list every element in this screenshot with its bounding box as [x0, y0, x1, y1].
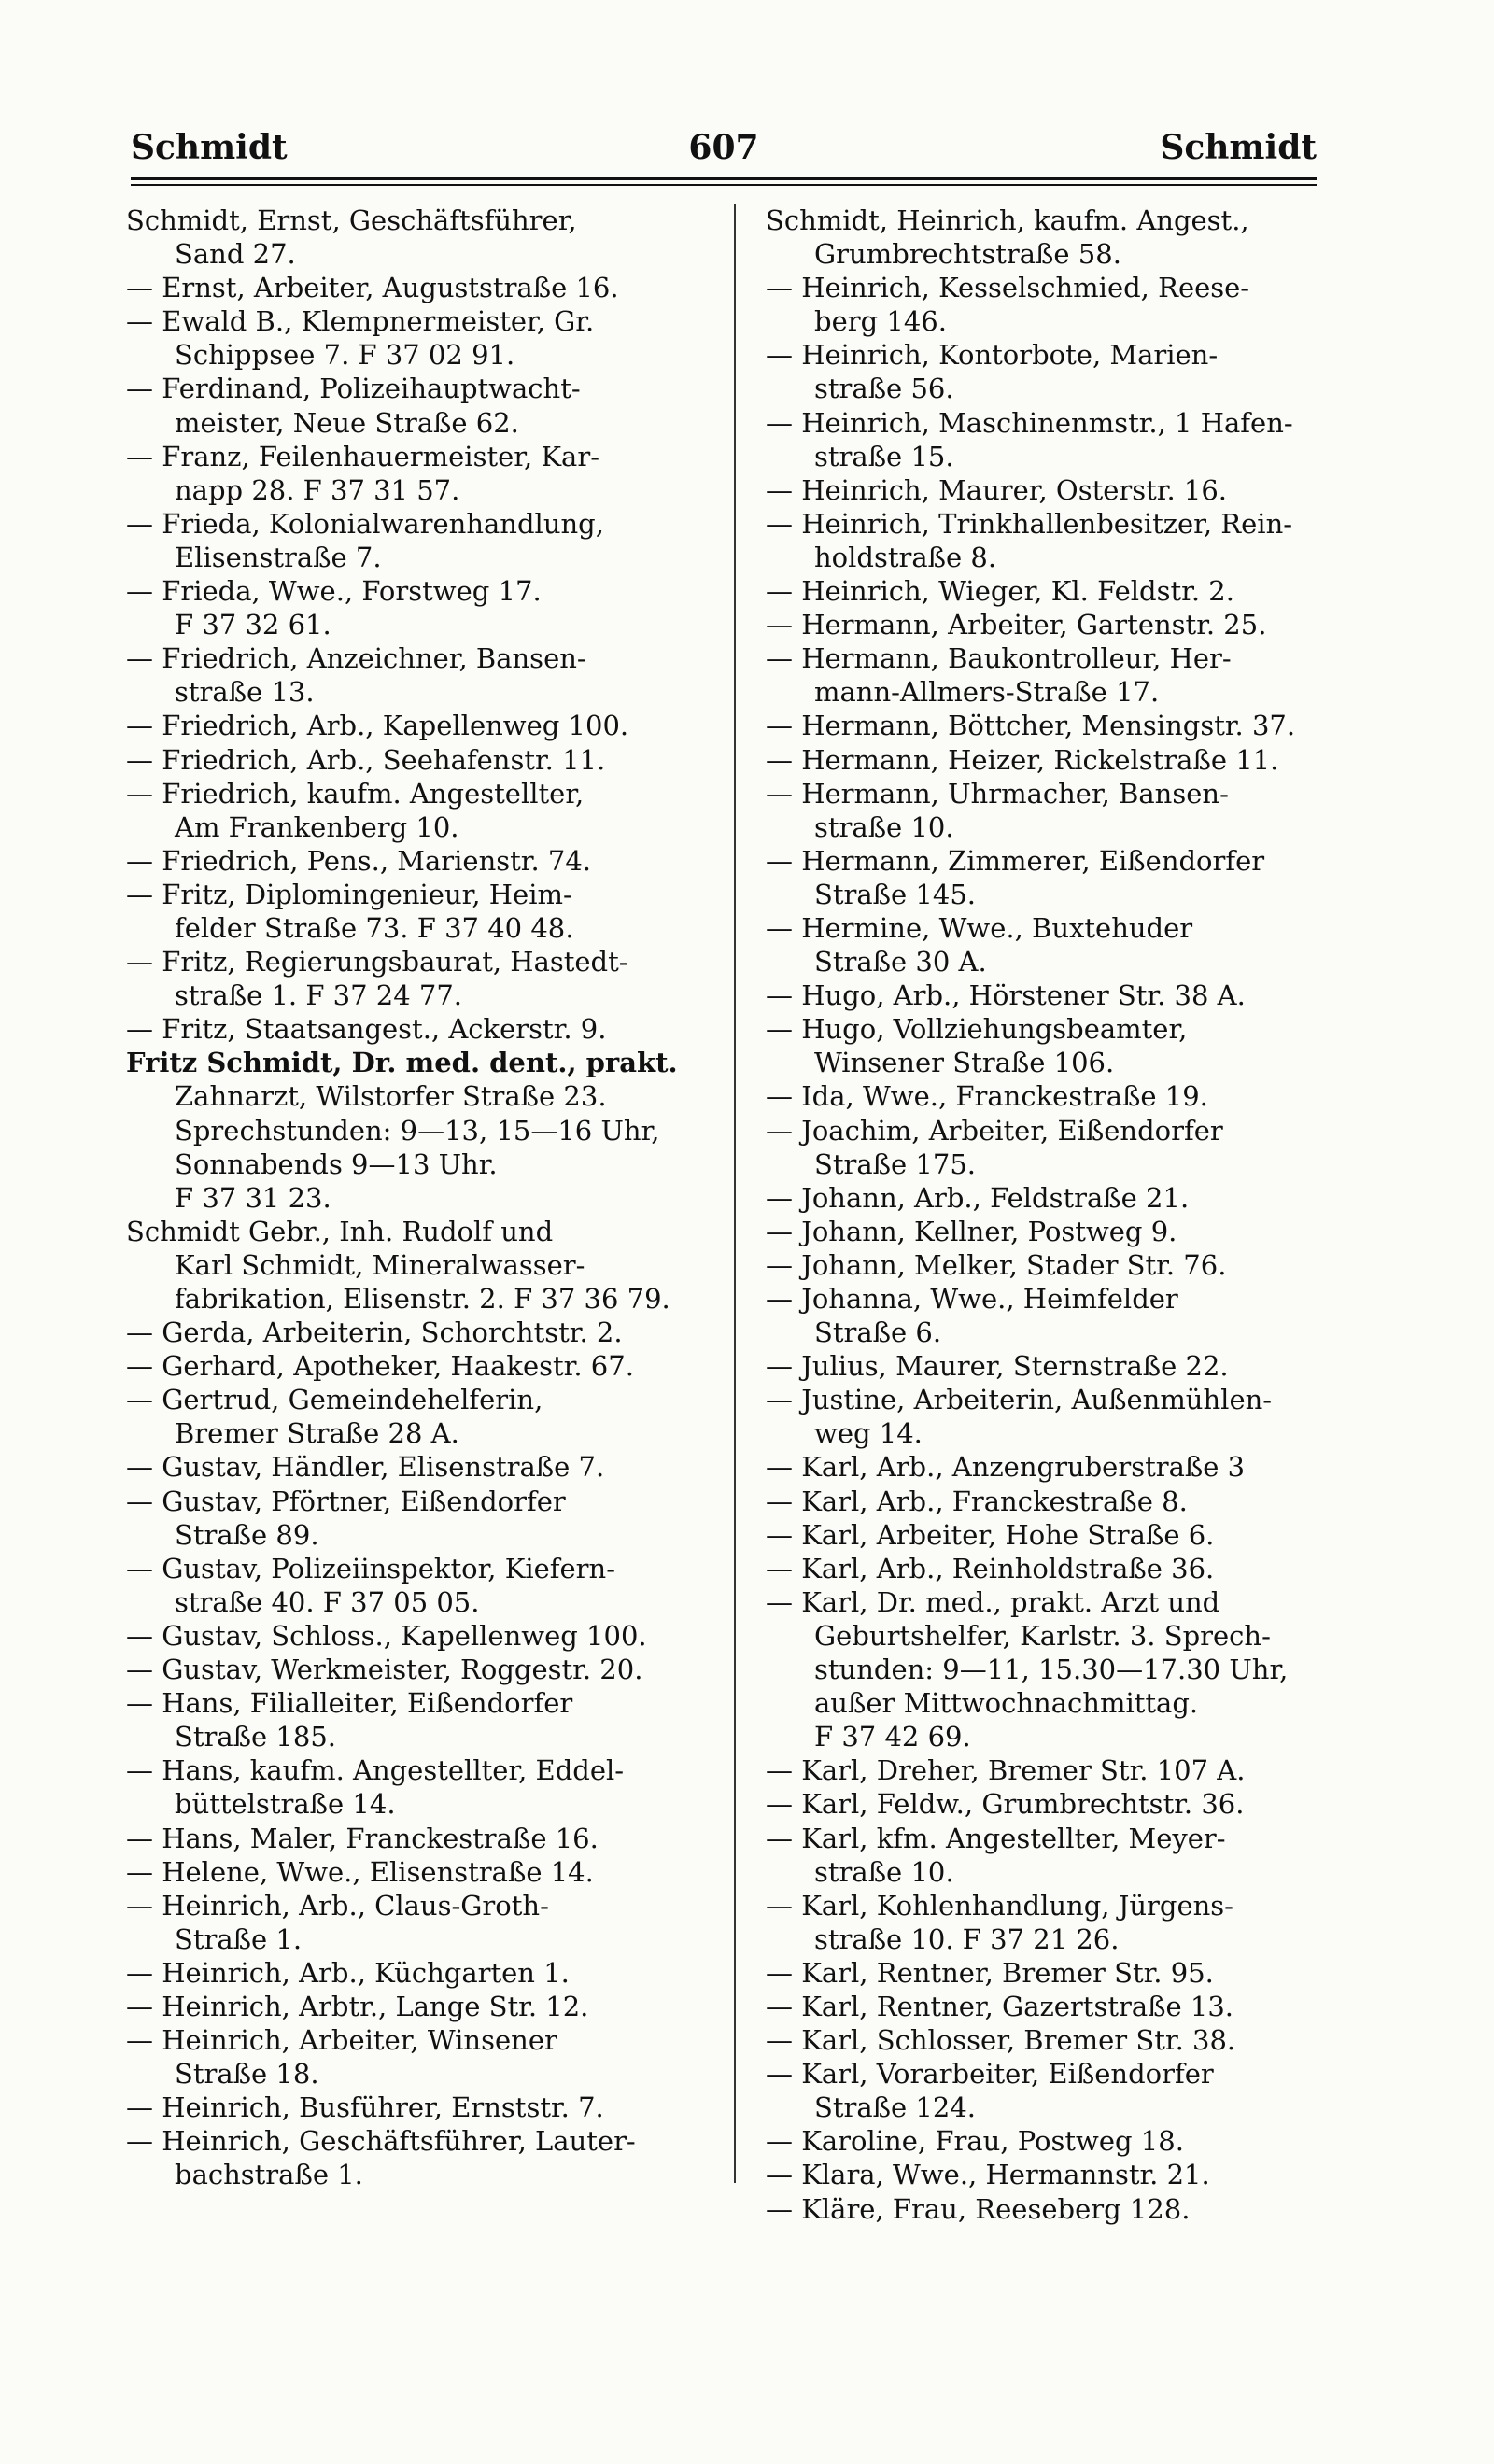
directory-line: — Karl, Arb., Anzengruberstraße 3	[766, 1451, 1246, 1484]
directory-line: — Heinrich, Busführer, Ernststr. 7.	[126, 2091, 604, 2124]
directory-line: Straße 18.	[175, 2058, 319, 2091]
directory-line: Schippsee 7. F 37 02 91.	[175, 339, 515, 372]
directory-line: straße 1. F 37 24 77.	[175, 979, 463, 1012]
directory-line: Sprechstunden: 9—13, 15—16 Uhr,	[175, 1114, 660, 1147]
directory-line: holdstraße 8.	[814, 541, 997, 573]
directory-line: Schmidt Gebr., Inh. Rudolf und	[126, 1215, 554, 1247]
directory-line: — Joachim, Arbeiter, Eißendorfer	[766, 1114, 1223, 1147]
directory-line: — Ewald B., Klempnermeister, Gr.	[126, 305, 595, 338]
directory-line: straße 15.	[814, 440, 954, 472]
left-column	[126, 204, 724, 2192]
directory-line: — Gustav, Pförtner, Eißendorfer	[126, 1485, 566, 1517]
header-rule-top	[131, 177, 1317, 180]
directory-line: Grumbrechtstraße 58.	[814, 238, 1121, 271]
directory-line: meister, Neue Straße 62.	[175, 406, 519, 439]
directory-line: straße 10.	[814, 810, 954, 843]
directory-line: — Friedrich, kaufm. Angestellter,	[126, 777, 585, 810]
directory-line: straße 10.	[814, 1855, 954, 1888]
header-right-keyword: Schmidt	[1160, 128, 1317, 167]
directory-line: — Karl, Schlosser, Bremer Str. 38.	[766, 2024, 1236, 2057]
directory-line: Bremer Straße 28 A.	[175, 1417, 459, 1450]
directory-line: Karl Schmidt, Mineralwasser-	[175, 1248, 585, 1281]
directory-line: — Ernst, Arbeiter, Auguststraße 16.	[126, 272, 619, 304]
directory-line: — Frieda, Wwe., Forstweg 17.	[126, 575, 542, 608]
directory-line: — Gerda, Arbeiterin, Schorchtstr. 2.	[126, 1316, 623, 1349]
directory-line: F 37 31 23.	[175, 1181, 331, 1214]
directory-line: Sonnabends 9—13 Uhr.	[175, 1148, 498, 1180]
directory-line: Straße 89.	[175, 1518, 319, 1551]
page-number: 607	[688, 128, 759, 167]
directory-line: Am Frankenberg 10.	[175, 810, 459, 843]
directory-line: — Karoline, Frau, Postweg 18.	[766, 2125, 1184, 2158]
directory-line: — Hermann, Böttcher, Mensingstr. 37.	[766, 710, 1296, 742]
column-separator	[734, 204, 736, 2183]
directory-line: — Karl, Dr. med., prakt. Arzt und	[766, 1585, 1220, 1618]
directory-line: — Karl, Arb., Franckestraße 8.	[766, 1485, 1188, 1517]
directory-line: straße 13.	[175, 676, 315, 709]
directory-line: — Johanna, Wwe., Heimfelder	[766, 1283, 1178, 1315]
directory-line: — Heinrich, Arbtr., Lange Str. 12.	[126, 1990, 589, 2022]
directory-line: — Hugo, Vollziehungsbeamter,	[766, 1013, 1188, 1046]
directory-line: bachstraße 1.	[175, 2159, 363, 2191]
directory-line: — Heinrich, Geschäftsführer, Lauter-	[126, 2125, 636, 2158]
directory-line: — Hans, Filialleiter, Eißendorfer	[126, 1687, 573, 1720]
directory-line: berg 146.	[814, 305, 947, 338]
directory-line: Elisenstraße 7.	[175, 541, 382, 573]
directory-line: — Friedrich, Pens., Marienstr. 74.	[126, 844, 592, 877]
directory-line: — Ida, Wwe., Franckestraße 19.	[766, 1080, 1208, 1113]
directory-line: — Gustav, Polizeiinspektor, Kiefern-	[126, 1552, 616, 1584]
directory-line: — Heinrich, Maurer, Osterstr. 16.	[766, 473, 1228, 506]
directory-line: stunden: 9—11, 15.30—17.30 Uhr,	[814, 1654, 1289, 1686]
directory-line: außer Mittwochnachmittag.	[814, 1687, 1199, 1720]
directory-line: — Hermine, Wwe., Buxtehuder	[766, 911, 1193, 944]
directory-line: — Friedrich, Arb., Kapellenweg 100.	[126, 710, 629, 742]
directory-line: — Justine, Arbeiterin, Außenmühlen-	[766, 1384, 1273, 1416]
directory-line: Schmidt, Ernst, Geschäftsführer,	[126, 204, 577, 236]
directory-line: felder Straße 73. F 37 40 48.	[175, 911, 574, 944]
directory-line: — Friedrich, Arb., Seehafenstr. 11.	[126, 743, 606, 776]
directory-line: — Fritz, Diplomingenieur, Heim-	[126, 878, 572, 910]
directory-line: weg 14.	[814, 1417, 923, 1450]
directory-line: Zahnarzt, Wilstorfer Straße 23.	[175, 1080, 607, 1113]
directory-line: — Heinrich, Arb., Claus-Groth-	[126, 1889, 549, 1922]
directory-line: — Heinrich, Wieger, Kl. Feldstr. 2.	[766, 575, 1234, 608]
directory-line: — Hermann, Heizer, Rickelstraße 11.	[766, 743, 1279, 776]
directory-line: büttelstraße 14.	[175, 1788, 396, 1821]
directory-line: napp 28. F 37 31 57.	[175, 473, 460, 506]
directory-line: — Karl, Arbeiter, Hohe Straße 6.	[766, 1518, 1215, 1551]
directory-line: — Gustav, Schloss., Kapellenweg 100.	[126, 1619, 647, 1652]
directory-line: — Heinrich, Kesselschmied, Reese-	[766, 272, 1250, 304]
directory-line: — Julius, Maurer, Sternstraße 22.	[766, 1350, 1229, 1383]
directory-line: — Karl, Vorarbeiter, Eißendorfer	[766, 2058, 1214, 2091]
directory-line: — Franz, Feilenhauermeister, Kar-	[126, 440, 600, 472]
directory-line: straße 40. F 37 05 05.	[175, 1585, 480, 1618]
directory-line: mann-Allmers-Straße 17.	[814, 676, 1160, 709]
directory-line: — Karl, Feldw., Grumbrechtstr. 36.	[766, 1788, 1245, 1821]
directory-line: — Gustav, Händler, Elisenstraße 7.	[126, 1451, 605, 1484]
directory-line: — Fritz, Regierungsbaurat, Hastedt-	[126, 946, 628, 979]
directory-line: — Klara, Wwe., Hermannstr. 21.	[766, 2159, 1210, 2191]
directory-line: — Karl, kfm. Angestellter, Meyer-	[766, 1822, 1226, 1854]
directory-line: — Karl, Rentner, Bremer Str. 95.	[766, 1956, 1214, 1989]
directory-line: — Johann, Kellner, Postweg 9.	[766, 1215, 1177, 1247]
directory-line: — Helene, Wwe., Elisenstraße 14.	[126, 1855, 594, 1888]
directory-line: — Heinrich, Arb., Küchgarten 1.	[126, 1956, 570, 1989]
directory-line: fabrikation, Elisenstr. 2. F 37 36 79.	[175, 1283, 670, 1315]
header-left-keyword: Schmidt	[131, 128, 288, 167]
directory-line: Straße 124.	[814, 2091, 976, 2124]
directory-line: straße 10. F 37 21 26.	[814, 1922, 1120, 1955]
directory-line: — Frieda, Kolonialwarenhandlung,	[126, 507, 604, 540]
directory-line: — Gertrud, Gemeindehelferin,	[126, 1384, 543, 1416]
directory-line: Winsener Straße 106.	[814, 1047, 1115, 1079]
directory-line: — Gerhard, Apotheker, Haakestr. 67.	[126, 1350, 634, 1383]
directory-line: F 37 32 61.	[175, 609, 331, 641]
directory-line: — Karl, Rentner, Gazertstraße 13.	[766, 1990, 1234, 2022]
directory-line: — Gustav, Werkmeister, Roggestr. 20.	[126, 1654, 643, 1686]
directory-line: — Johann, Melker, Stader Str. 76.	[766, 1248, 1227, 1281]
directory-line: straße 56.	[814, 373, 954, 405]
directory-line: — Heinrich, Trinkhallenbesitzer, Rein-	[766, 507, 1293, 540]
directory-line: Straße 6.	[814, 1316, 942, 1349]
directory-line: — Heinrich, Kontorbote, Marien-	[766, 339, 1219, 372]
right-column	[766, 204, 1363, 2226]
directory-line: — Friedrich, Anzeichner, Bansen-	[126, 642, 586, 675]
directory-line: Schmidt, Heinrich, kaufm. Angest.,	[766, 204, 1249, 236]
directory-line: — Karl, Arb., Reinholdstraße 36.	[766, 1552, 1215, 1584]
directory-line: — Johann, Arb., Feldstraße 21.	[766, 1181, 1190, 1214]
directory-line: Straße 30 A.	[814, 946, 987, 979]
directory-line: Sand 27.	[175, 238, 296, 271]
directory-line: — Hans, Maler, Franckestraße 16.	[126, 1822, 599, 1854]
directory-line: — Hermann, Arbeiter, Gartenstr. 25.	[766, 609, 1267, 641]
directory-line: Fritz Schmidt, Dr. med. dent., prakt.	[126, 1047, 678, 1079]
directory-line: Straße 145.	[814, 878, 976, 910]
directory-line: Geburtshelfer, Karlstr. 3. Sprech-	[814, 1619, 1271, 1652]
header-rule-bottom	[131, 184, 1317, 186]
directory-line: — Hermann, Zimmerer, Eißendorfer	[766, 844, 1265, 877]
directory-line: — Karl, Dreher, Bremer Str. 107 A.	[766, 1754, 1246, 1787]
directory-line: — Hermann, Baukontrolleur, Her-	[766, 642, 1232, 675]
directory-line: — Karl, Kohlenhandlung, Jürgens-	[766, 1889, 1233, 1922]
directory-line: — Heinrich, Arbeiter, Winsener	[126, 2024, 557, 2057]
directory-line: — Kläre, Frau, Reeseberg 128.	[766, 2192, 1191, 2225]
directory-line: Straße 175.	[814, 1148, 976, 1180]
directory-line: Straße 185.	[175, 1721, 336, 1753]
directory-line: Straße 1.	[175, 1922, 303, 1955]
directory-line: — Hermann, Uhrmacher, Bansen-	[766, 777, 1229, 810]
page-header	[131, 120, 1317, 176]
directory-line: — Heinrich, Maschinenmstr., 1 Hafen-	[766, 406, 1293, 439]
directory-line: — Hugo, Arb., Hörstener Str. 38 A.	[766, 979, 1246, 1012]
directory-line: — Ferdinand, Polizeihauptwacht-	[126, 373, 581, 405]
directory-line: F 37 42 69.	[814, 1721, 971, 1753]
directory-line: — Hans, kaufm. Angestellter, Eddel-	[126, 1754, 625, 1787]
directory-line: — Fritz, Staatsangest., Ackerstr. 9.	[126, 1013, 607, 1046]
